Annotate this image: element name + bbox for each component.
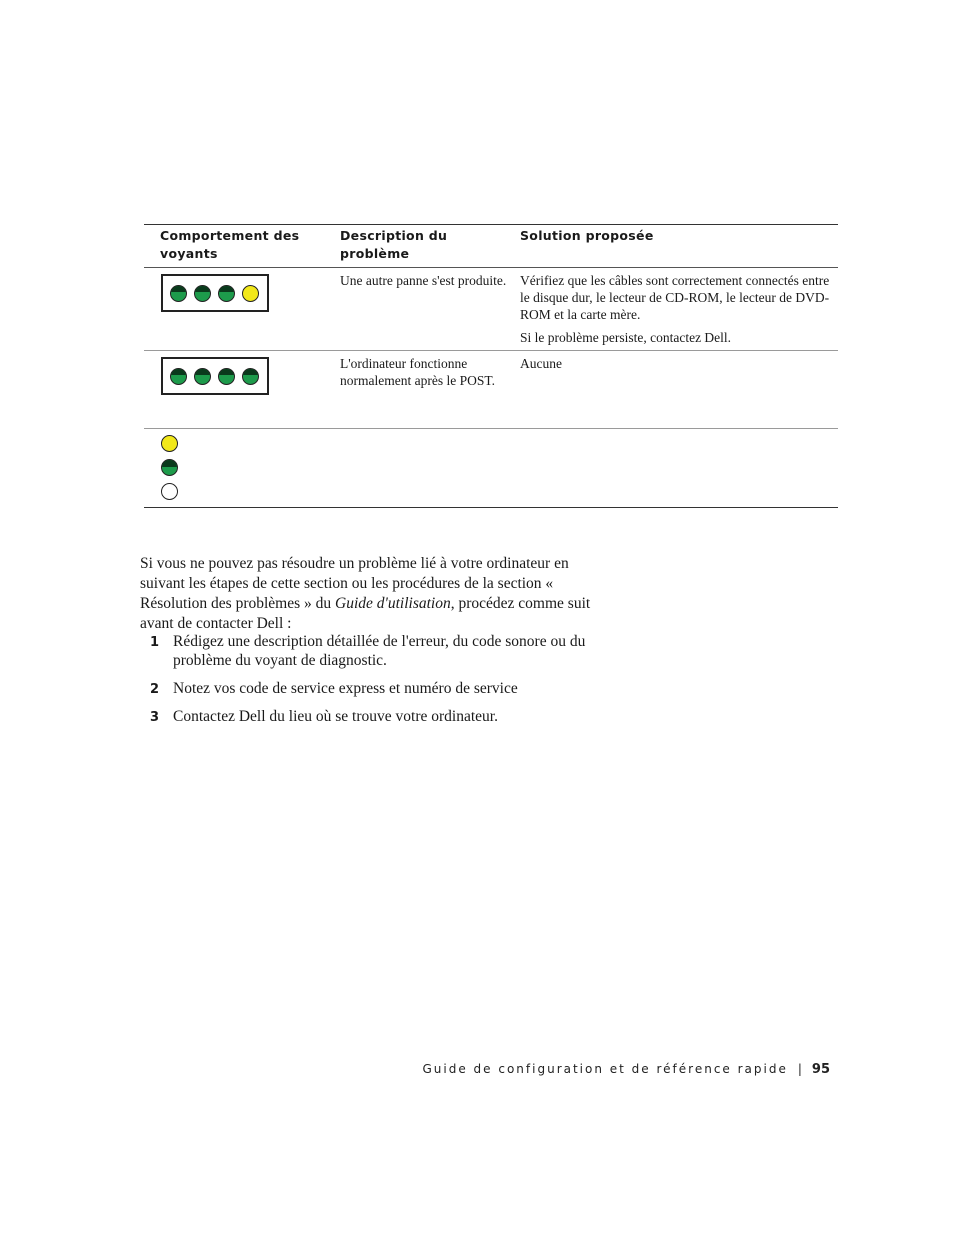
list-item: [150, 632, 610, 670]
steps-list: [150, 632, 610, 735]
solution-paragraph: Vérifiez que les câbles sont correctement connectés entre le disque dur, le lecteur de CD-ROM, le lecteur de DVD-ROM et la carte mère.: [520, 273, 830, 322]
led-pattern-box: [161, 357, 269, 395]
problem-description: Une autre panne s'est produite.: [340, 273, 507, 288]
solution-text: [520, 272, 834, 346]
step-number: 1: [150, 635, 160, 650]
footer-separator: |: [797, 1062, 802, 1076]
off-light-legend-icon: [161, 483, 178, 500]
table-row: [144, 268, 838, 351]
page-footer: [423, 1062, 831, 1077]
header-suggested-solution: Solution proposée: [520, 228, 654, 243]
table-row: [144, 351, 838, 429]
step-number: 3: [150, 710, 160, 725]
diagnostic-light-icon: [218, 368, 235, 385]
list-item: [150, 707, 610, 726]
solution-paragraph: Si le problème persiste, contactez Dell.: [520, 330, 732, 345]
solution-text: Aucune: [520, 356, 562, 371]
step-text: Rédigez une description détaillée de l'erreur, du code sonore ou du problème du voyant de diagnostic.: [173, 633, 586, 669]
intro-paragraph: [140, 554, 600, 634]
diagnostic-light-icon: [194, 285, 211, 302]
led-legend-row: [144, 429, 838, 508]
header-light-behavior: Comportement des voyants: [160, 228, 300, 261]
diagnostic-lights-table: [144, 224, 838, 508]
problem-description: L'ordinateur fonctionne normalement après le POST.: [340, 356, 495, 388]
intro-text: Si vous ne pouvez pas résoudre un problème lié à votre ordinateur en suivant les étapes de cette section ou les procédures de la section « Résolution des problèmes » du: [140, 554, 569, 612]
diagnostic-light-icon: [218, 285, 235, 302]
step-text: Notez vos code de service express et numéro de service: [173, 680, 518, 697]
step-text: Contactez Dell du lieu où se trouve votre ordinateur.: [173, 708, 498, 725]
guide-title-italic: Guide d'utilisation: [335, 594, 451, 612]
footer-title: Guide de configuration et de référence rapide: [422, 1062, 788, 1076]
header-problem-description: Description du problème: [340, 228, 448, 261]
page-number: 95: [811, 1062, 830, 1077]
green-light-legend-icon: [161, 459, 178, 476]
led-pattern-box: [161, 274, 269, 312]
diagnostic-light-icon: [242, 368, 259, 385]
yellow-light-legend-icon: [161, 435, 178, 452]
intro-text-end: , procédez comme suit avant de contacter Dell :: [140, 594, 591, 632]
diagnostic-light-icon: [242, 285, 259, 302]
list-item: [150, 679, 610, 698]
table-header-row: [144, 225, 838, 268]
diagnostic-light-icon: [170, 368, 187, 385]
step-number: 2: [150, 682, 160, 697]
diagnostic-light-icon: [194, 368, 211, 385]
diagnostic-light-icon: [170, 285, 187, 302]
